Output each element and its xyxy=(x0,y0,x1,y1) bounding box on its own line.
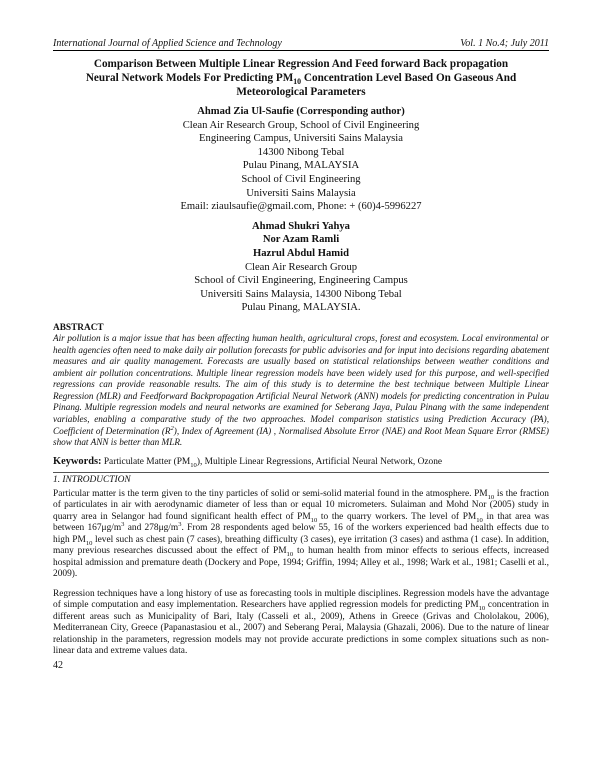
author-name: Ahmad Zia Ul-Saufie (Corresponding author) xyxy=(197,106,405,117)
volume-info: Vol. 1 No.4; July 2011 xyxy=(460,38,549,49)
paper-page xyxy=(53,38,549,671)
author-name: Hazrul Abdul Hamid xyxy=(253,247,349,259)
keywords: Keywords: Particulate Matter $(PM_{10})$, Multiple Linear Regressions, Artificial Neural Network, Ozone xyxy=(53,455,443,469)
body-paragraph-2: Regression techniques have a long history of use as forecasting tools in multiple disciplines. Regression models have the advantage of simple computation and easy implementation. Researchers have applied regression models for predicting $PM_{10}$ concentration in different areas such as Municipality of Bari, Italy (Casseli et al., 2009), Athens in Greece (Grivas and Chololakou, 2006), Mediterranean City, Greece (Papanastasiou et al., 2007) and Seberang Perai, Malaysia (Ghazali, 2006). Due to the nature of linear relationship in the parameters, regression models may not provide accurate predictions in some complex situations such as non-linear data and extreme values data. xyxy=(53,588,549,657)
title-line-2: Neural Network Models For Predicting $PM_{10}$ Concentration Level Based On Gaseous And xyxy=(85,72,517,87)
affiliation-line: Pulau Pinang, MALAYSIA. xyxy=(241,302,361,314)
section-heading-introduction: 1. INTRODUCTION xyxy=(53,472,549,485)
abstract-text: Air pollution is a major issue that has been affecting human health, agricultural crops, forest and ecosystem. Local environmental or health agencies often need to make daily air pollution forecasts for public advisories and for input into decisions regarding abatement measures and air quality management. Forecasts are usually based on statistical relationships between weather conditions and ambient air pollution concentrations. Multiple linear regression models have been widely used for this purpose, and well-specified regressions can provide reasonable results. The aim of this study is to determine the best technique between Multiple Linear Regression (MLR) and Feedforward Backpropagation Artificial Neural Network (ANN) models for predicting concentration in Pulau Pinang. Multiple regression models and neural networks are examined for Seberang Jaya, Pulau Pinang with the same independent variables, enabling a comparative study of the two approaches. Model comparison statistics using Prediction Accuracy (PA), Coefficient of Determination $(R^2)$, Index of Agreement (IA) , Normalised Absolute Error (NAE) and Root Mean Square Error (RMSE) show that ANN is better than MLR. xyxy=(53,332,549,448)
page-number: 42 xyxy=(53,659,63,671)
journal-name: International Journal of Applied Science and Technology xyxy=(53,38,282,49)
contact-line: Email: ziaulsaufie@gmail.com, Phone: + (60)4-5996227 xyxy=(180,201,422,213)
author-name: Nor Azam Ramli xyxy=(262,234,340,246)
affiliation-line: Engineering Campus, Universiti Sains Malaysia xyxy=(199,133,403,145)
running-header xyxy=(53,38,549,51)
affiliation-line: Universiti Sains Malaysia xyxy=(246,187,356,199)
affiliation-line: School of Civil Engineering xyxy=(241,173,361,185)
keywords-label: Keywords: xyxy=(53,455,102,467)
title-line-3: Meteorological Parameters xyxy=(236,86,366,98)
affiliation-line: Clean Air Research Group, School of Civil Engineering xyxy=(182,119,420,131)
affiliation-line: Clean Air Research Group xyxy=(244,261,358,273)
paper-title xyxy=(53,57,549,99)
body-paragraph-1: Particular matter is the term given to the tiny particles of solid or semi-solid material found in the atmosphere. $PM_{10}$ is the fraction of particulates in air with aerodynamic diameter of less than or equal 10 micrometers. Sulaiman and Mohd Nor (2005) study in quarry area in Selangor had found significant health effect of $PM_{10}$ to the quarry workers. The level of $PM_{10}$ in that area was between $167\mu g/m^3$ and $278\mu g/m^3$. From 28 respondents aged below 55, 16 of the workers experienced bad health effects due to high $PM_{10}$ level such as chest pain (7 cases), breathing difficulty (3 cases), eye irritation (3 cases) and asthma (1 case). In addition, many previous researches discussed about the effect of $PM_{10}$ to human health from minor effects to serious effects, increased hospital admission and premature death (Dockery and Pope, 1994; Griffin, 1994; Alley et al., 1998; Wark et al., 1981; Caselli et al., 2009). xyxy=(53,488,550,580)
affiliation-line: Universiti Sains Malaysia, 14300 Nibong Tebal xyxy=(200,288,402,300)
title-line-1: Comparison Between Multiple Linear Regression And Feed forward Back propagation xyxy=(93,58,509,70)
affiliation-line: Pulau Pinang, MALAYSIA xyxy=(242,160,360,172)
author-block-1 xyxy=(53,105,549,315)
affiliation-line: 14300 Nibong Tebal xyxy=(257,146,345,158)
author-name: Ahmad Shukri Yahya xyxy=(252,220,350,232)
abstract-heading: ABSTRACT xyxy=(53,322,104,333)
affiliation-line: School of Civil Engineering, Engineering Campus xyxy=(194,275,408,287)
